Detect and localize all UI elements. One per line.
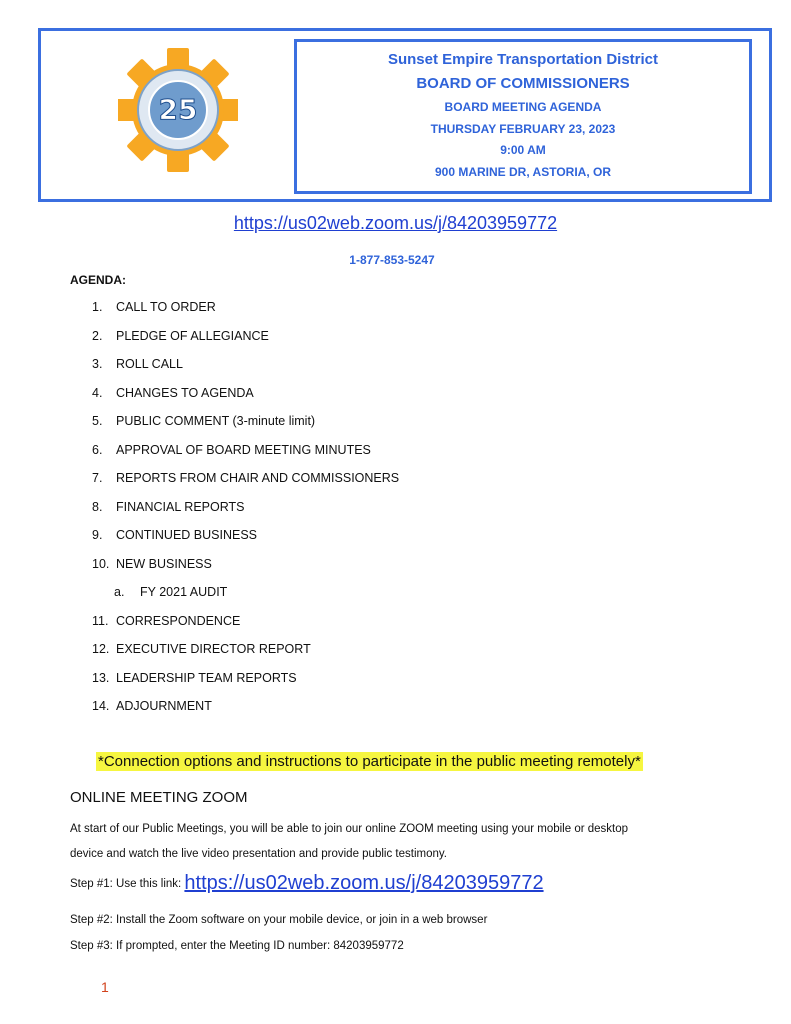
connection-options-note: *Connection options and instructions to participate in the public meeting remotely* <box>98 753 641 770</box>
logo-number: 25 <box>158 93 198 126</box>
step-2: Step #2: Install the Zoom software on your mobile device, or join in a web browser <box>70 914 488 926</box>
agenda-list <box>92 298 399 726</box>
meeting-date: THURSDAY FEBRUARY 23, 2023 <box>430 122 616 136</box>
step-1-label: Step #1: Use this link: <box>70 878 185 890</box>
board-name: BOARD OF COMMISSIONERS <box>416 75 630 92</box>
agenda-item: 2. PLEDGE OF ALLEGIANCE <box>92 328 269 343</box>
agenda-item: 11. CORRESPONDENCE <box>92 613 241 628</box>
agenda-item: 3. ROLL CALL <box>92 357 183 371</box>
agenda-item: 5. PUBLIC COMMENT (3-minute limit) <box>92 414 316 428</box>
meeting-address: 900 MARINE DR, ASTORIA, OR <box>434 165 612 179</box>
online-instructions-line1: At start of our Public Meetings, you will be able to join our online ZOOM meeting using your mobile or desktop <box>70 823 629 835</box>
district-25-logo <box>118 42 238 177</box>
agenda-item: 6. APPROVAL OF BOARD MEETING MINUTES <box>92 442 371 457</box>
step-1-zoom-link[interactable]: https://us02web.zoom.us/j/84203959772 <box>184 872 544 894</box>
agenda-item: 7. REPORTS FROM CHAIR AND COMMISSIONERS <box>92 471 400 485</box>
header-title-box <box>294 39 752 194</box>
page-number: 1 <box>101 979 109 995</box>
agenda-item: 10. NEW BUSINESS <box>92 556 212 571</box>
agenda-item: 12. EXECUTIVE DIRECTOR REPORT <box>92 642 311 656</box>
agenda-item: 1. CALL TO ORDER <box>92 300 216 314</box>
zoom-meeting-link[interactable]: https://us02web.zoom.us/j/84203959772 <box>233 213 558 233</box>
agenda-item: 9. CONTINUED BUSINESS <box>92 528 257 542</box>
online-meeting-heading: ONLINE MEETING ZOOM <box>70 789 248 806</box>
org-name: Sunset Empire Transportation District <box>387 51 659 68</box>
step-1 <box>70 872 544 895</box>
agenda-subitem: a. FY 2021 AUDIT <box>114 585 228 599</box>
online-instructions-line2: device and watch the live video presentation and provide public testimony. <box>70 848 447 860</box>
document-type: BOARD MEETING AGENDA <box>444 100 602 114</box>
agenda-heading: AGENDA: <box>70 273 126 287</box>
agenda-item: 8. FINANCIAL REPORTS <box>92 499 245 514</box>
agenda-item: 14. ADJOURNMENT <box>92 699 212 713</box>
agenda-item: 4. CHANGES TO AGENDA <box>92 385 254 400</box>
agenda-item: 13. LEADERSHIP TEAM REPORTS <box>92 670 297 685</box>
step-3: Step #3: If prompted, enter the Meeting ID number: 84203959772 <box>70 940 404 952</box>
meeting-time: 9:00 AM <box>500 143 546 157</box>
dial-in-phone: 1-877-853-5247 <box>349 253 435 267</box>
